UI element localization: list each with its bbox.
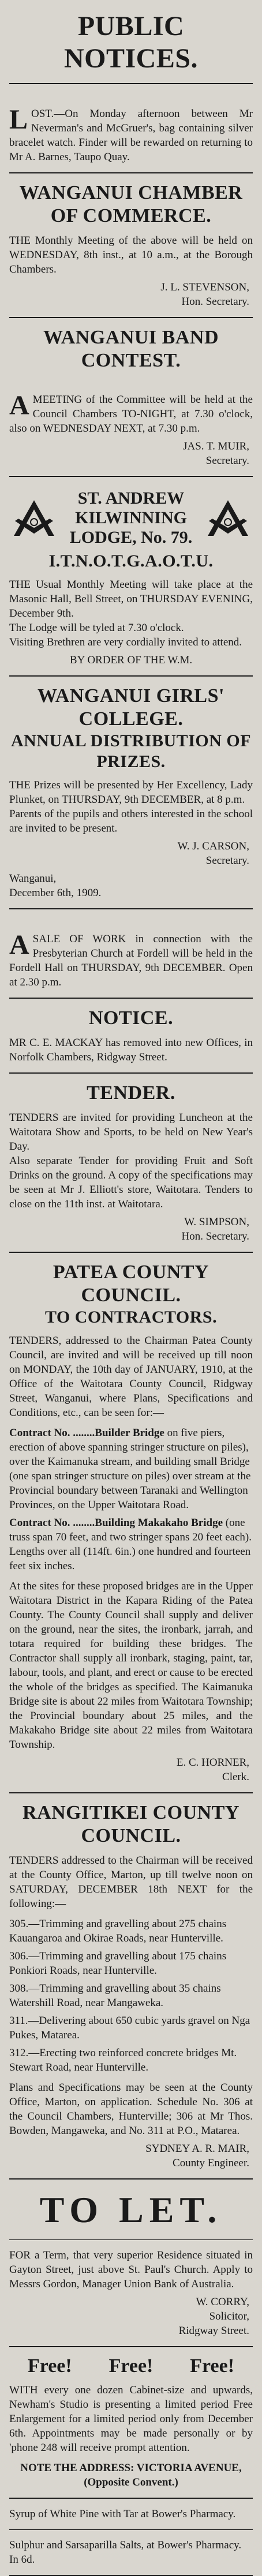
free-word: Free!	[108, 2355, 154, 2377]
patea-signature: E. C. HORNER, Clerk.	[176, 1757, 249, 1783]
lost-dropcap: L	[9, 104, 28, 135]
lodge-signature: BY ORDER OF THE W.M.	[69, 654, 193, 666]
contract-text: on five piers, erection of above spanning stringer structure on piles), over the Kaimanuka stream, and building small Bridge (one span stringer structure on piles) over stream at the Provincial boundary between Taranaki and Wellington Provinces, on the Upper Waitotara Road.	[9, 1427, 251, 1511]
divider	[9, 172, 253, 173]
free-body: WITH every one dozen Cabinet-size and upwards, Newham's Studio is presenting a limited period Free Enlargement for a limited period only from December 6th. Appointments may be made personally or by 'phone 248 will receive prompt attention.	[9, 2384, 253, 2454]
rangitikei-intro: TENDERS addressed to the Chairman will be received at the County Office, Marton, up till twelve noon on SATURDAY, DECEMBER 18th NEXT for the following:—	[9, 1854, 253, 1910]
square-compass-icon	[203, 498, 253, 538]
divider	[9, 476, 253, 477]
patea-intro: TENDERS, addressed to the Chairman Patea County Council, are invited and will be received up till noon on MONDAY, the 10th day of JANUARY, 1910, at the Office of the Waitotara County Council, Ridgway Street, Wanganui, where Plans, Specifications and Conditions, etc., can be seen for:—	[9, 1335, 253, 1419]
lodge-order: I.T.N.O.T.G.A.O.T.U.	[48, 552, 214, 571]
free-word: Free!	[27, 2355, 72, 2377]
divider	[9, 2498, 253, 2499]
band-dropcap: A	[9, 390, 29, 421]
tender-title: TENDER.	[87, 1082, 175, 1104]
band-body: MEETING of the Committee will be held at the Council Chambers TO-NIGHT, at 7.30 o'clock, also on WEDNESDAY NEXT, at 7.30 p.m.	[9, 394, 253, 435]
divider	[9, 675, 253, 677]
patea-title: PATEA COUNTY COUNCIL.	[53, 1261, 209, 1306]
college-signature: W. J. CARSON, Secretary.	[177, 840, 249, 867]
free-heading	[9, 2355, 253, 2377]
contract-text: (one truss span 70 feet, and two stringer spans 20 feet each). Lengths over all (114ft. 6in.) one hundred and fourteen feet six inches.	[9, 1517, 252, 1572]
divider	[9, 998, 253, 999]
list-item: 311.—Delivering about 650 cubic yards gravel on Nga Pukes, Matarea.	[9, 2015, 250, 2041]
band-signature: JAS. T. MUIR, Secretary.	[183, 440, 249, 467]
chamber-body: THE Monthly Meeting of the above will be held on WEDNESDAY, 8th inst., at 10 a.m., at the Borough Chambers.	[9, 235, 253, 275]
band-notice	[9, 378, 253, 436]
list-item: 308.—Trimming and gravelling about 35 chains Watershill Road, near Mangaweka.	[9, 1982, 221, 2009]
rangitikei-items	[9, 1917, 253, 2075]
lodge-body: THE Usual Monthly Meeting will take place at the Masonic Hall, Bell Street, on THURSDAY EVENING, December 9th. The Lodge will be tyled at 7.30 o'clock. Visiting Brethren are very cordially invited to attend.	[9, 579, 253, 648]
ad-syrup: Syrup of White Pine with Tar at Bower's Pharmacy.	[9, 2508, 236, 2520]
sale-dropcap: A	[9, 930, 29, 960]
chamber-signature: J. L. STEVENSON, Hon. Secretary.	[160, 281, 249, 308]
tender-signature: W. SIMPSON, Hon. Secretary.	[181, 1216, 249, 1242]
divider	[9, 1252, 253, 1253]
contract-number: Contract No. ........Building Makakaho Bridge	[9, 1517, 223, 1529]
lost-text: OST.—On Monday afternoon between Mr Neverman's and McGruer's, bag containing silver bracelet watch. Finder will be rewarded on returning to Mr A. Barnes, Taupo Quay.	[9, 108, 253, 163]
rangitikei-body: Plans and Specifications may be seen at the County Office, Marton, on application. Schedule No. 306 at the Council Chambers, Hunterville; 306 at Mr Thos. Bowden, Mangaweka, and No. 311 at P.O., Matarea.	[9, 2082, 253, 2137]
rangitikei-signature: SYDNEY A. R. MAIR, County Engineer.	[145, 2143, 249, 2169]
college-place-date: Wanganui, December 6th, 1909.	[9, 872, 102, 899]
college-body: THE Prizes will be presented by Her Excellency, Lady Plunket, on THURSDAY, 9th DECEMBER, at 8 p.m. Parents of the pupils and others interested in the school are invited to be present.	[9, 779, 253, 834]
list-item: 312.—Erecting two reinforced concrete bridges Mt. Stewart Road, near Hunterville.	[9, 2047, 237, 2073]
college-title: WANGANUI GIRLS' COLLEGE.	[38, 685, 224, 730]
divider	[9, 317, 253, 318]
patea-contracts	[9, 1426, 253, 1573]
square-compass-icon	[9, 498, 59, 538]
tolet-title: TO LET.	[39, 2189, 223, 2230]
list-item: 306.—Trimming and gravelling about 175 chains Ponkiori Roads, near Hunterville.	[9, 1950, 227, 1977]
divider	[9, 1792, 253, 1793]
sale-notice	[9, 917, 253, 989]
divider	[9, 83, 253, 84]
divider	[9, 2178, 253, 2180]
contract-number: Contract No. ........Builder Bridge	[9, 1427, 164, 1439]
contract-item	[9, 1516, 253, 1573]
masthead: PUBLIC NOTICES.	[63, 11, 199, 74]
lodge-emblems	[9, 485, 253, 551]
divider	[9, 2529, 253, 2530]
tolet-signature: W. CORRY, Solicitor, Ridgway Street.	[178, 2296, 249, 2337]
college-subtitle: ANNUAL DISTRIBUTION OF PRIZES.	[10, 731, 252, 771]
sale-body: SALE OF WORK in connection with the Presbyterian Church at Fordell will be held in the Fordell Hall on THURSDAY, 9th DECEMBER. Open at 2.30 p.m.	[9, 933, 253, 988]
patea-extra: At the sites for these proposed bridges are in the Upper Waitotara District in the Kapara Riding of the Patea County. The County Council shall supply and deliver on the ground, near the sites, the ironbark, jarrah, and totara required for building these bridges. The Contractor shall supply all ironbark, staging, paint, tar, labour, tools, and plant, and erect or cause to be erected the whole of the bridges as specified. The Kaimanuka Bridge site is about 22 miles from Waitotara Township; the Provincial boundary about 25 miles, and the Makakaho Bridge site about 22 miles from Waitotara Township.	[9, 1580, 253, 1751]
divider	[9, 2239, 253, 2240]
contract-item	[9, 1426, 253, 1512]
chamber-title: WANGANUI CHAMBER OF COMMERCE.	[19, 182, 243, 226]
lost-notice	[9, 92, 253, 164]
free-word: Free!	[190, 2355, 235, 2377]
divider	[9, 908, 253, 909]
list-item: 305.—Trimming and gravelling about 275 chains Kauangaroa and Okirae Roads, near Hunterville.	[9, 1918, 227, 1944]
free-address: NOTE THE ADDRESS: VICTORIA AVENUE, (Opposite Convent.)	[20, 2462, 242, 2488]
tolet-body: FOR a Term, that very superior Residence situated in Gayton Street, just above St. Paul's Church. Apply to Messrs Gordon, Manager Union Bank of Australia.	[9, 2249, 253, 2290]
patea-subtitle: TO CONTRACTORS.	[44, 1308, 218, 1327]
divider	[9, 2346, 253, 2347]
divider	[9, 1072, 253, 1074]
ad-sulphur: Sulphur and Sarsaparilla Salts, at Bower's Pharmacy. In 6d.	[9, 2539, 242, 2566]
lodge-title: ST. ANDREW KILWINNING LODGE, No. 79.	[69, 489, 193, 547]
notice-body: MR C. E. MACKAY has removed into new Offices, in Norfolk Chambers, Ridgway Street.	[9, 1037, 253, 1063]
notice-title: NOTICE.	[88, 1007, 174, 1029]
tender-body: TENDERS are invited for providing Luncheon at the Waitotara Show and Sports, to be held on New Year's Day. Also separate Tender for providing Fruit and Soft Drinks on the ground. A copy of the specifications may be seen at Mr J. Elliott's store, Waitotara. Tenders to close on the 11th inst. at Waitotara.	[9, 1112, 253, 1210]
rangitikei-title: RANGITIKEI COUNTY COUNCIL.	[23, 1802, 239, 1846]
band-title: WANGANUI BAND CONTEST.	[43, 327, 219, 371]
